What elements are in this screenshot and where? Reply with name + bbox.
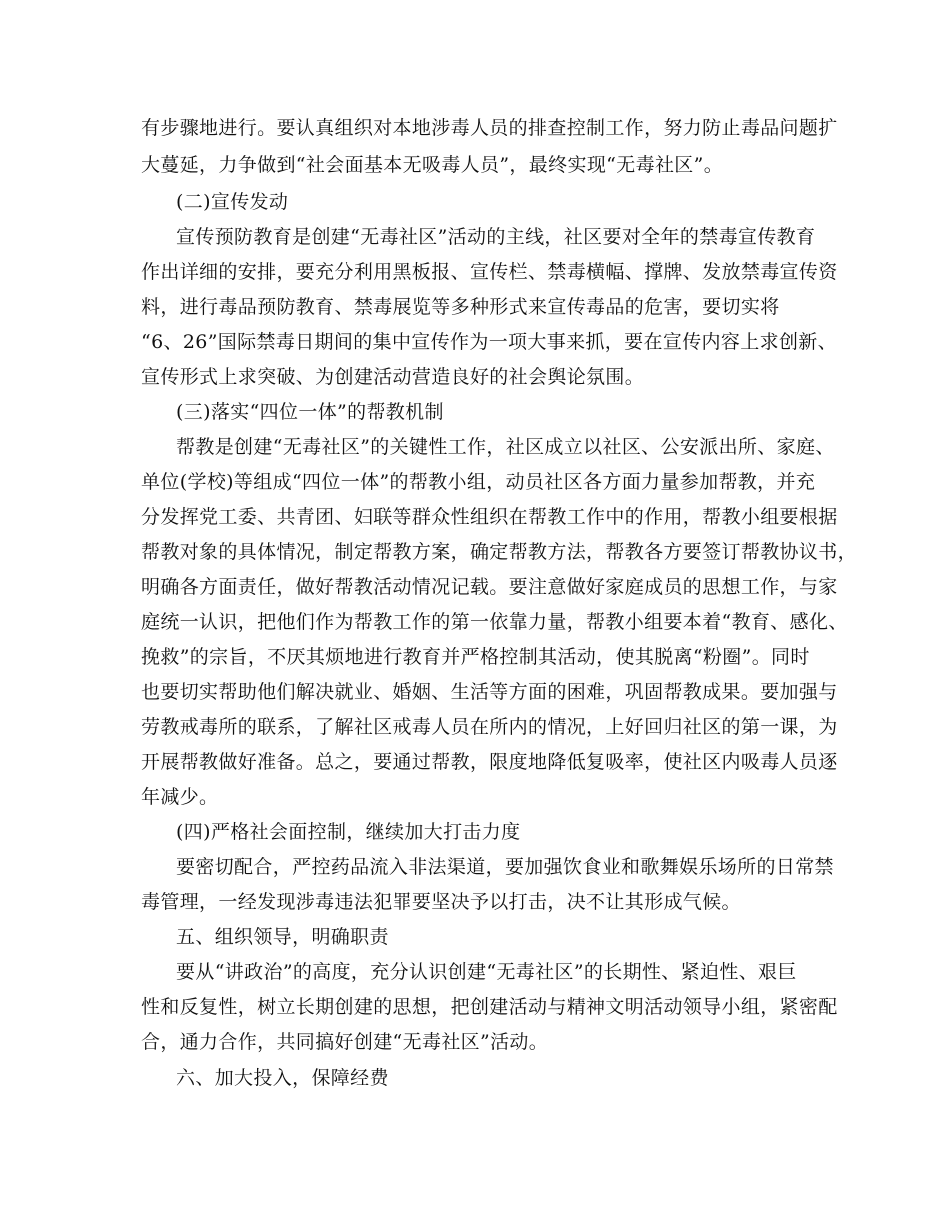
body-text-line: 料，进行毒品预防教育、禁毒展览等多种形式来宣传毒品的危害，要切实将 — [141, 296, 780, 318]
body-text-line: 有步骤地进行。要认真组织对本地涉毒人员的排查控制工作，努力防止毒品问题扩 — [141, 117, 838, 139]
body-text-line: 合，通力合作，共同搞好创建“无毒社区”活动。 — [141, 1031, 549, 1053]
body-text-line: 明确各方面责任，做好帮教活动情况记载。要注意做好家庭成员的思想工作，与家 — [141, 576, 838, 598]
body-text-line: 要密切配合，严控药品流入非法渠道，要加强饮食业和歌舞娱乐场所的日常禁 — [176, 856, 834, 878]
body-text-line: 毒管理，一经发现涉毒违法犯罪要坚决予以打击，决不让其形成气候。 — [141, 891, 741, 913]
body-text-line: 性和反复性，树立长期创建的思想，把创建活动与精神文明活动领导小组，紧密配 — [141, 996, 838, 1018]
body-text-line: 劳教戒毒所的联系，了解社区戒毒人员在所内的情况，上好回归社区的第一课，为 — [141, 716, 838, 738]
body-text-line: 庭统一认识，把他们作为帮教工作的第一依靠力量，帮教小组要本着“教育、感化、 — [141, 611, 848, 633]
body-text-line: 要从“讲政治”的高度，充分认识创建“无毒社区”的长期性、紧迫性、艰巨 — [176, 961, 797, 983]
body-text-line: 开展帮教做好准备。总之，要通过帮教，限度地降低复吸率，使社区内吸毒人员逐 — [141, 751, 838, 773]
body-text-line: 宣传形式上求突破、为创建活动营造良好的社会舆论氛围。 — [141, 366, 645, 388]
body-text-line: 作出详细的安排，要充分利用黑板报、宣传栏、禁毒横幅、撑牌、发放禁毒宣传资 — [141, 261, 838, 283]
body-text-line: 大蔓延，力争做到“社会面基本无吸毒人员”，最终实现“无毒社区”。 — [141, 154, 724, 176]
body-text-line: 年减少。 — [141, 786, 219, 808]
body-text-line: 宣传预防教育是创建“无毒社区”活动的主线，社区要对全年的禁毒宣传教育 — [176, 226, 816, 248]
body-text-line: “6、26”国际禁毒日期间的集中宣传作为一项大事来抓，要在宣传内容上求创新、 — [141, 331, 837, 353]
section-heading: 六、加大投入，保障经费 — [176, 1067, 389, 1089]
section-heading: (三)落实“四位一体”的帮教机制 — [176, 401, 444, 423]
body-text-line: 分发挥党工委、共青团、妇联等群众性组织在帮教工作中的作用，帮教小组要根据 — [141, 506, 838, 528]
section-heading: (二)宣传发动 — [176, 191, 289, 213]
section-heading: 五、组织领导，明确职责 — [176, 926, 389, 948]
body-text-line: 也要切实帮助他们解决就业、婚姻、生活等方面的困难，巩固帮教成果。要加强与 — [141, 681, 838, 703]
body-text-line: 单位(学校)等组成“四位一体”的帮教小组，动员社区各方面力量参加帮教，并充 — [141, 471, 816, 493]
section-heading: (四)严格社会面控制，继续加大打击力度 — [176, 821, 521, 843]
body-text-line: 帮教是创建“无毒社区”的关键性工作，社区成立以社区、公安派出所、家庭、 — [176, 436, 835, 458]
body-text-line: 挽救”的宗旨，不厌其烦地进行教育并严格控制其活动，使其脱离“粉圈”。同时 — [141, 646, 810, 668]
body-text-line: 帮教对象的具体情况，制定帮教方案，确定帮教方法，帮教各方要签订帮教协议书， — [141, 541, 857, 563]
